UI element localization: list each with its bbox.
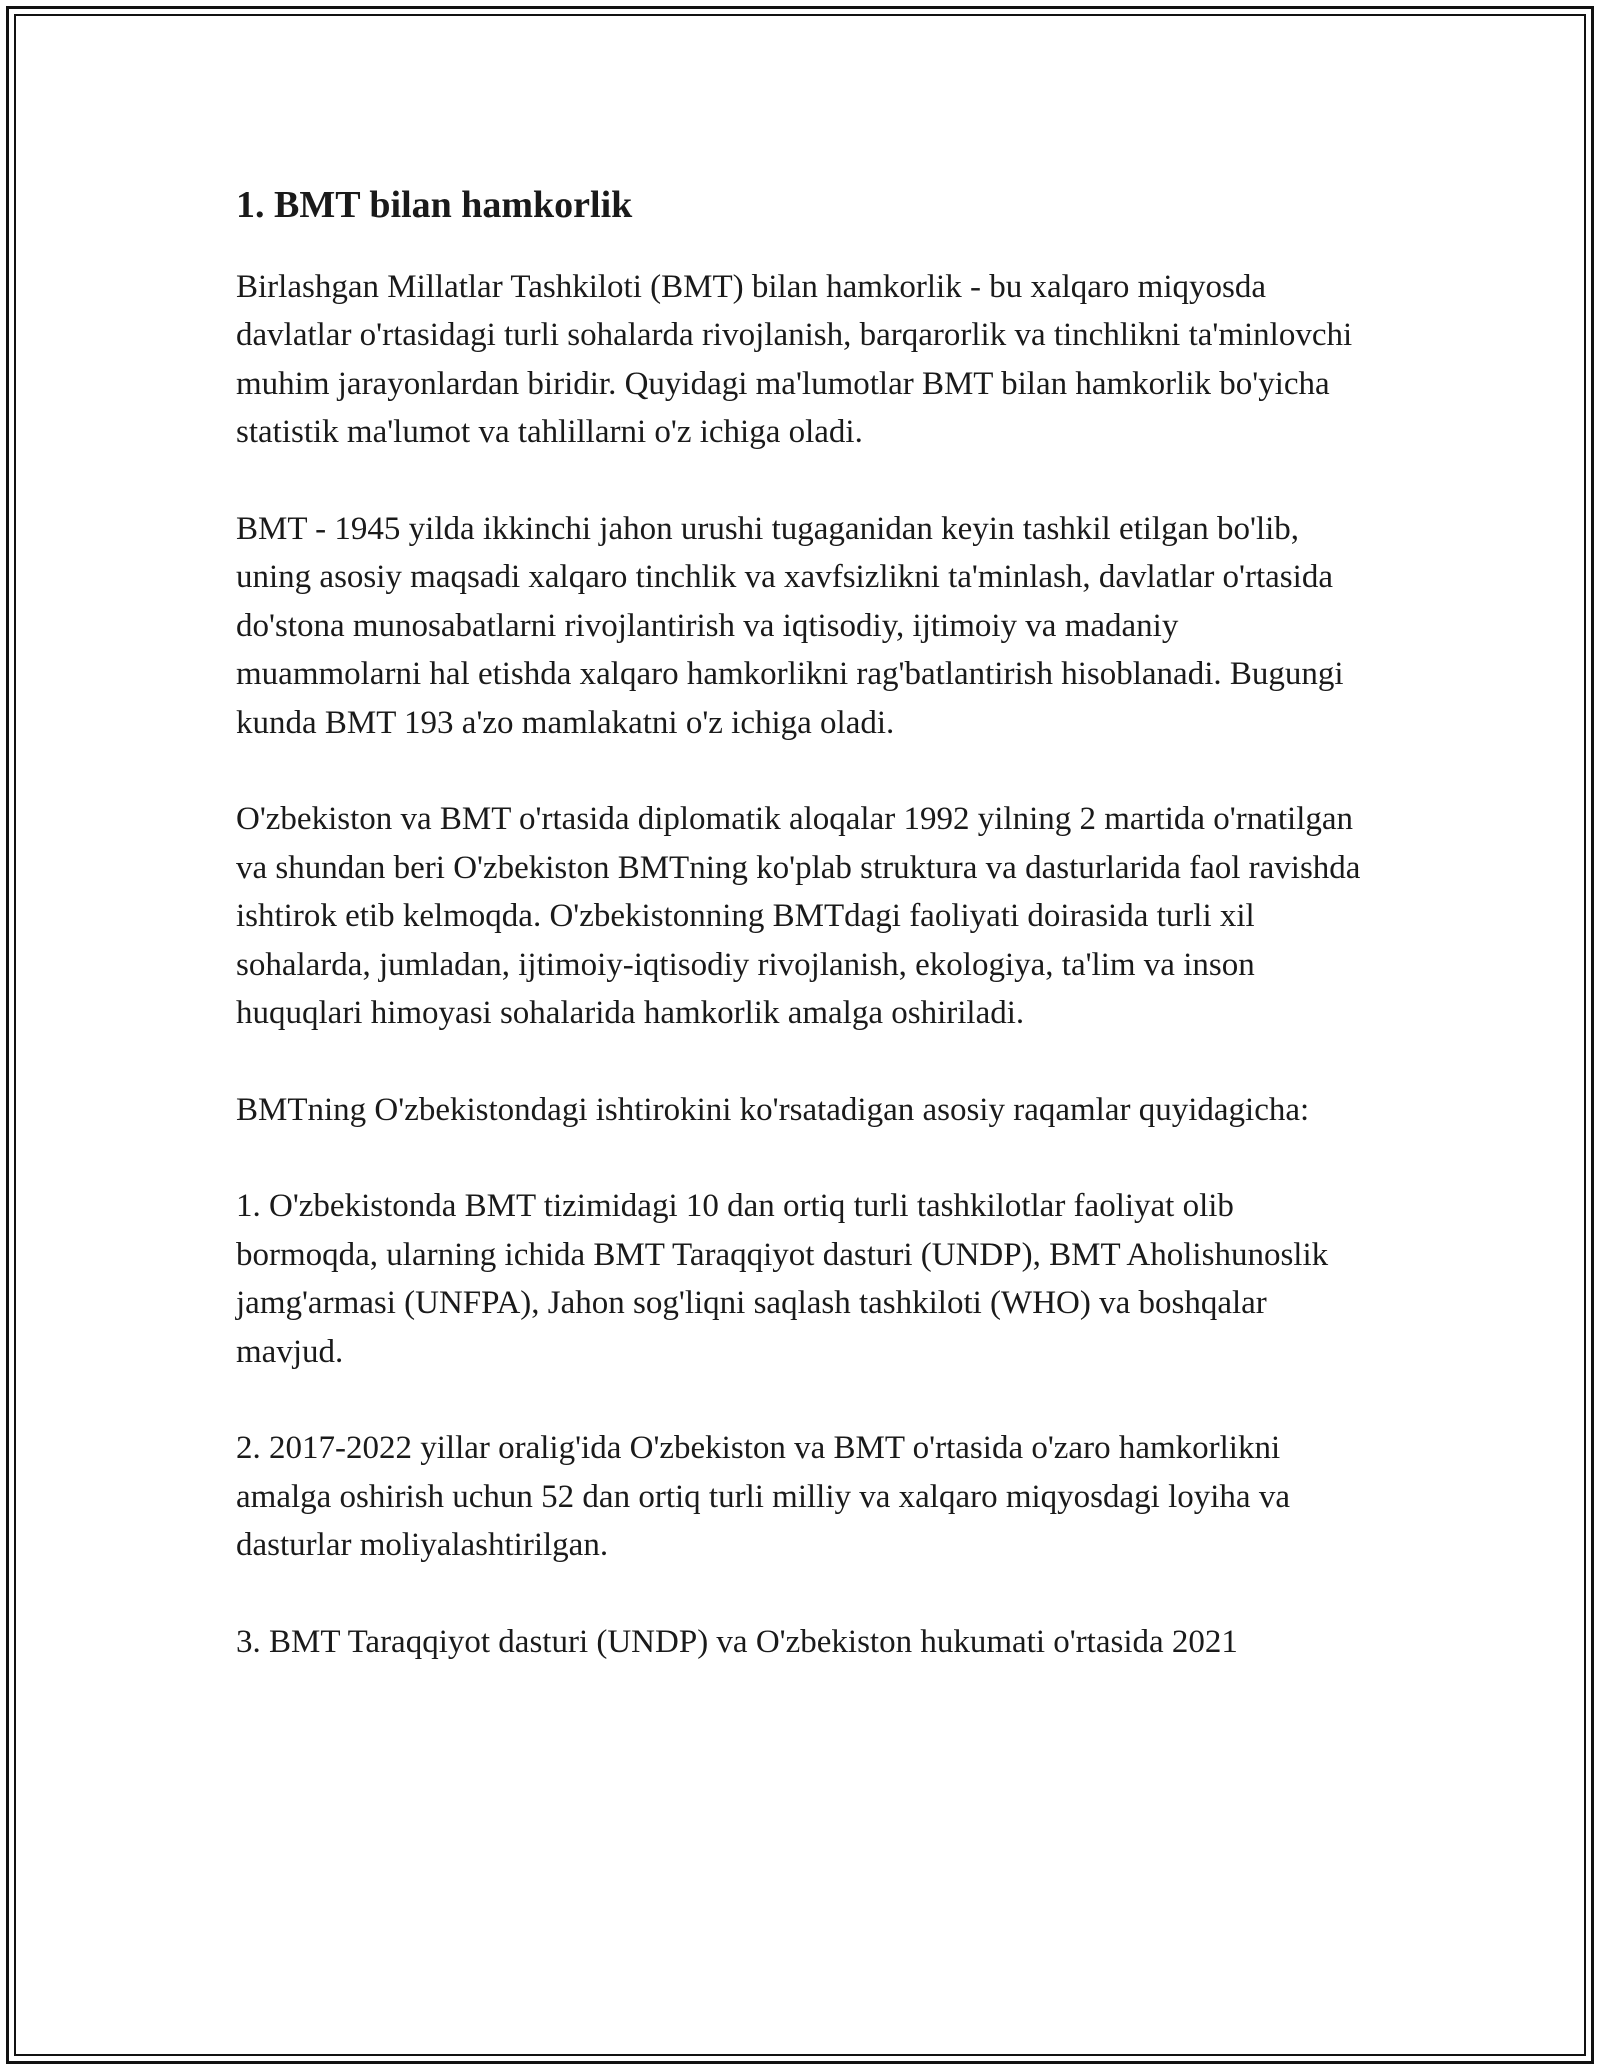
section-title: 1. BMT bilan hamkorlik xyxy=(236,184,633,226)
paragraph-intro: Birlashgan Millatlar Tashkiloti (BMT) bilan hamkorlik - bu xalqaro miqyosda davlatlar o'rtasidagi turli sohalarda rivojlanish, barqarorlik va tinchlikni ta'minlovchi muhim jarayonlardan biridir. Quyidagi ma'lumotlar BMT bilan hamkorlik bo'yicha statistik ma'lumot va tahlillarni o'z ichiga oladi. xyxy=(236,268,1353,451)
list-item-2: 2. 2017-2022 yillar oralig'ida O'zbekiston va BMT o'rtasida o'zaro hamkorlikni amalga oshirish uchun 52 dan ortiq turli milliy va xalqaro miqyosdagi loyiha va dasturlar moliyalashtirilgan. xyxy=(236,1430,1290,1564)
paragraph-uzbekistan-relations: O'zbekiston va BMT o'rtasida diplomatik aloqalar 1992 yilning 2 martida o'rnatilgan va shundan beri O'zbekiston BMTning ko'plab struktura va dasturlarida faol ravishda ishtirok etib kelmoqda. O'zbekistonning BMTdagi faoliyati doirasida turli xil sohalarda, jumladan, ijtimoiy-iqtisodiy rivojlanish, ekologiya, ta'lim va inson huquqlari himoyasi sohalarida hamkorlik amalga oshiriladi. xyxy=(236,801,1361,1032)
list-item-3: 3. BMT Taraqqiyot dasturi (UNDP) va O'zbekiston hukumati o'rtasida 2021 xyxy=(236,1623,1238,1660)
paragraph-history: BMT - 1945 yilda ikkinchi jahon urushi tugaganidan keyin tashkil etilgan bo'lib, uning asosiy maqsadi xalqaro tinchlik va xavfsizlikni ta'minlash, davlatlar o'rtasida do'stona munosabatlarni rivojlantirish va iqtisodiy, ijtimoiy va madaniy muammolarni hal etishda xalqaro hamkorlikni rag'batlantirish hisoblanadi. Bugungi kunda BMT 193 a'zo mamlakatni o'z ichiga oladi. xyxy=(236,510,1344,741)
document-body xyxy=(236,183,1366,1714)
paragraph-key-figures-intro: BMTning O'zbekistondagi ishtirokini ko'rsatadigan asosiy raqamlar quyidagicha: xyxy=(236,1091,1310,1128)
list-item-1: 1. O'zbekistonda BMT tizimidagi 10 dan ortiq turli tashkilotlar faoliyat olib bormoqda, ularning ichida BMT Taraqqiyot dasturi (UNDP), BMT Aholishunoslik jamg'armasi (UNFPA), Jahon sog'liqni saqlash tashkiloti (WHO) va boshqalar mavjud. xyxy=(236,1188,1329,1370)
